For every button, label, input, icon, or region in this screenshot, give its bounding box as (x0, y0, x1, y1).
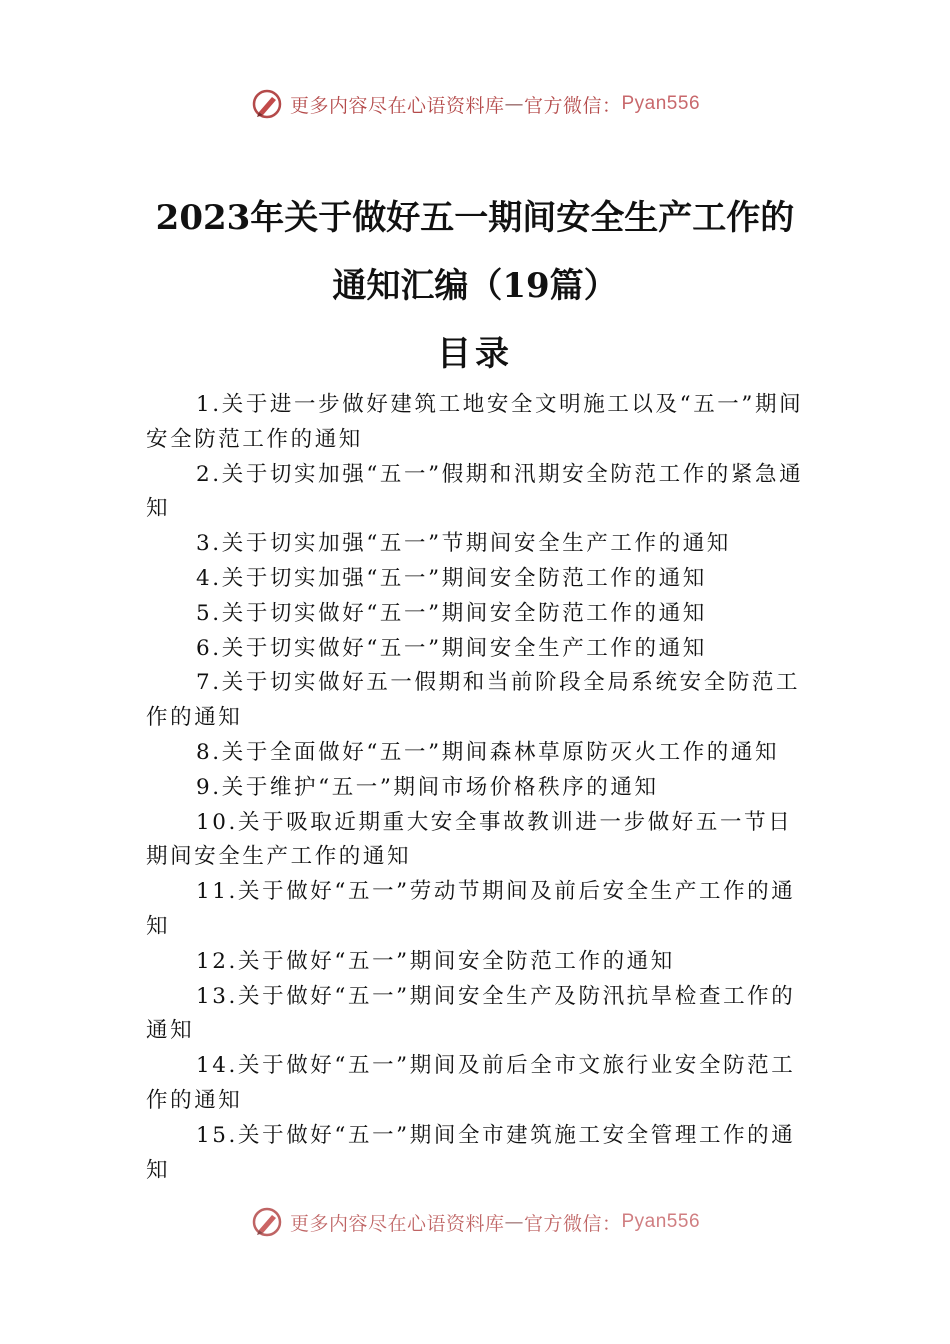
toc-item: 14.关于做好“五一”期间及前后全市文旅行业安全防范工作的通知 (146, 1053, 796, 1113)
watermark-handle: Pyan556 (621, 1211, 701, 1232)
toc-item: 1.关于进一步做好建筑工地安全文明施工以及“五一”期间安全防范工作的通知 (146, 392, 804, 452)
watermark-suffix: 官方微信： (523, 1212, 622, 1235)
table-of-contents (146, 388, 808, 1188)
toc-item: 11.关于做好“五一”劳动节期间及前后安全生产工作的通知 (146, 879, 796, 939)
toc-item: 15.关于做好“五一”期间全市建筑施工安全管理工作的通知 (146, 1122, 796, 1183)
watermark-suffix: 官方微信： (523, 94, 622, 117)
toc-heading: 目录 (437, 334, 513, 374)
toc-item: 9.关于维护“五一”期间市场价格秩序的通知 (196, 774, 659, 800)
pen-logo-icon (250, 87, 284, 121)
toc-item: 7.关于切实做好五一假期和当前阶段全局系统安全防范工作的通知 (146, 670, 801, 731)
watermark-separator: — (504, 1211, 524, 1233)
watermark-handle: Pyan556 (621, 93, 701, 114)
watermark-text: 更多内容尽在心语资料库 (289, 94, 505, 117)
pen-logo-icon (250, 1205, 284, 1239)
toc-item: 4.关于切实加强“五一”期间安全防范工作的通知 (196, 565, 707, 591)
toc-item: 10.关于吸取近期重大安全事故教训进一步做好五一节日期间安全生产工作的通知 (146, 809, 793, 870)
toc-item: 8.关于全面做好“五一”期间森林草原防灭火工作的通知 (196, 739, 780, 765)
header-watermark (0, 84, 950, 124)
document-title-line-1: 2023年关于做好五一期间安全生产工作的 (155, 198, 795, 238)
toc-item: 2.关于切实加强“五一”假期和汛期安全防范工作的紧急通知 (146, 461, 804, 522)
toc-item: 6.关于切实做好“五一”期间安全生产工作的通知 (196, 635, 707, 661)
footer-watermark (0, 1202, 950, 1242)
toc-item: 13.关于做好“五一”期间安全生产及防汛抗旱检查工作的通知 (146, 983, 796, 1044)
toc-item: 5.关于切实做好“五一”期间安全防范工作的通知 (196, 600, 707, 626)
watermark-text: 更多内容尽在心语资料库 (289, 1212, 505, 1235)
document-title-line-2: 通知汇编（19篇） (332, 266, 618, 306)
watermark-separator: — (504, 93, 524, 115)
toc-item: 3.关于切实加强“五一”节期间安全生产工作的通知 (196, 531, 731, 557)
toc-item: 12.关于做好“五一”期间安全防范工作的通知 (196, 948, 675, 974)
